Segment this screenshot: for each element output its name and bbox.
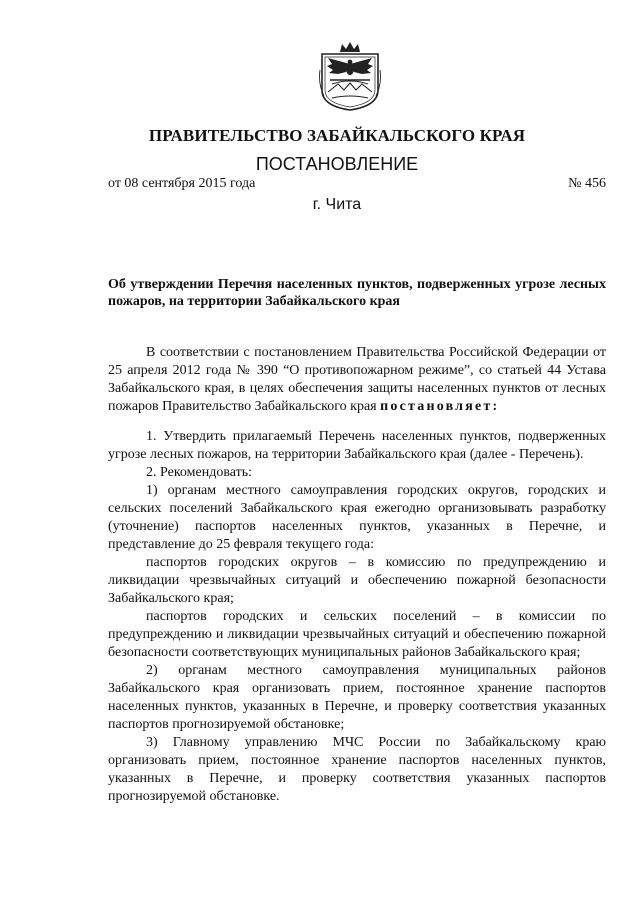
coat-of-arms-icon [318,40,382,112]
preamble-paragraph [108,344,606,416]
document-type: ПОСТАНОВЛЕНИЕ [255,154,419,174]
resolves-keyword: постановляет: [380,399,500,414]
clause-2-1-b: паспортов городских и сельских поселений – в комиссии по предупреждению и ликвидации чрезвычайных ситуаций и обеспечению пожарной безопасности соответствующих муниципальных районов Забайкальского края; [108,609,606,660]
document-number: № 456 [568,176,606,191]
preamble-text: В соответствии с постановлением Правительства Российской Федерации от 25 апреля 2012 года № 390 “О противопожарном режиме”, со статьей 44 Устава Забайкальского края, в целях обеспечения защиты населенных пунктов от лесных пожаров Правительство Забайкальского края [108,345,606,414]
document-city: г. Чита [312,196,362,213]
clause-2-3: 3) Главному управлению МЧС России по Забайкальскому краю организовать прием, постоянное хранение паспортов населенных пунктов, указанных в Перечне, и проверку соответствия указанных паспортов прогнозируемой обстановке. [108,735,606,804]
document-date: от 08 сентября 2015 года [108,176,256,191]
clause-2-1: 1) органам местного самоуправления городских округов, городских и сельских поселений Забайкальского края ежегодно организовывать разработку (уточнение) паспортов населенных пунктов, указанных в Перечне, и представление до 25 февраля текущего года: [108,483,606,552]
clause-2-2: 2) органам местного самоуправления муниципальных районов Забайкальского края организовать прием, постоянное хранение паспортов населенных пунктов, указанных в Перечне, и проверку соответствия указанных паспортов прогнозируемой обстановке; [108,663,606,732]
clause-2: 2. Рекомендовать: [146,465,252,480]
clause-2-1-a: паспортов городских округов – в комиссию по предупреждению и ликвидации чрезвычайных ситуаций и обеспечению пожарной безопасности Забайкальского края; [108,555,606,606]
document-subject: Об утверждении Перечня населенных пунктов, подверженных угрозе лесных пожаров, на территории Забайкальского края [108,277,606,309]
government-title: ПРАВИТЕЛЬСТВО ЗАБАЙКАЛЬСКОГО КРАЯ [148,126,526,145]
document-body [108,344,606,806]
clause-1: 1. Утвердить прилагаемый Перечень населенных пунктов, подверженных угрозе лесных пожаров, на территории Забайкальского края (далее - Перечень). [108,429,606,462]
